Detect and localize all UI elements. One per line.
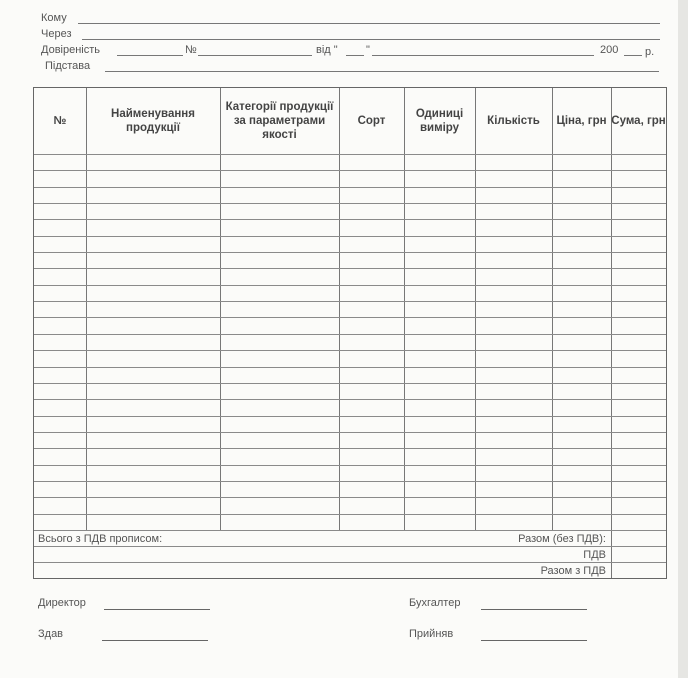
basis-field[interactable] <box>105 71 659 72</box>
accountant-signature-field[interactable] <box>481 609 587 610</box>
to-label: Кому <box>41 12 67 24</box>
year-suffix: р. <box>645 46 655 58</box>
page-edge-shadow <box>678 0 688 678</box>
col-unit-header: Одиниці виміру <box>415 108 464 134</box>
totals-in-words-label: Всього з ПДВ прописом: <box>38 533 163 545</box>
table-row-line <box>34 236 666 237</box>
via-field[interactable] <box>82 39 660 40</box>
table-row-line <box>34 219 666 220</box>
to-field[interactable] <box>78 23 660 24</box>
total-with-vat-label: Разом з ПДВ <box>540 565 606 577</box>
table-row-line <box>34 350 666 351</box>
table-row-line <box>34 546 666 547</box>
table-row-line <box>34 334 666 335</box>
table-row-line <box>34 317 666 318</box>
number-field[interactable] <box>198 55 312 56</box>
handed-over-signature-field[interactable] <box>102 640 208 641</box>
column-divider <box>611 88 612 578</box>
vat-label: ПДВ <box>583 549 606 561</box>
via-label: Через <box>41 28 72 40</box>
date-from-label: від " <box>316 44 338 56</box>
table-row-line <box>34 252 666 253</box>
table-row-line <box>34 481 666 482</box>
col-category-header: Категорії продукції за параметрами якості <box>225 101 334 141</box>
col-number-header: № <box>53 115 67 127</box>
year-prefix: 200 <box>600 44 619 56</box>
received-label: Прийняв <box>409 628 454 640</box>
power-of-attorney-field[interactable] <box>117 55 183 56</box>
table-row-line <box>34 383 666 384</box>
date-day-field[interactable] <box>346 55 364 56</box>
table-row-line <box>34 170 666 171</box>
date-month-field[interactable] <box>372 55 594 56</box>
table-row-line <box>34 465 666 466</box>
accountant-label: Бухгалтер <box>409 597 461 609</box>
table-row-line <box>34 367 666 368</box>
document-header <box>0 0 688 90</box>
table-row-line <box>34 416 666 417</box>
table-row-line <box>34 285 666 286</box>
director-label: Директор <box>38 597 86 609</box>
table-row-line <box>34 432 666 433</box>
year-field[interactable] <box>624 55 642 56</box>
col-quantity-header: Кількість <box>487 115 540 127</box>
table-row-line <box>34 154 666 155</box>
table-row-line <box>34 399 666 400</box>
products-table <box>33 87 667 579</box>
power-of-attorney-label: Довіреність <box>41 44 101 56</box>
table-row-line <box>34 301 666 302</box>
subtotal-label: Разом (без ПДВ): <box>518 533 606 545</box>
table-row-line <box>34 514 666 515</box>
date-quote-close: " <box>366 44 370 56</box>
table-row-line <box>34 268 666 269</box>
col-sum-header: Сума, грн <box>611 115 666 127</box>
handed-over-label: Здав <box>38 628 64 640</box>
table-row-line <box>34 530 666 531</box>
table-row-line <box>34 448 666 449</box>
table-row-line <box>34 187 666 188</box>
table-row-line <box>34 562 666 563</box>
col-grade-header: Сорт <box>357 115 386 127</box>
table-row-line <box>34 497 666 498</box>
director-signature-field[interactable] <box>104 609 210 610</box>
basis-label: Підстава <box>45 60 91 72</box>
received-signature-field[interactable] <box>481 640 587 641</box>
col-name-header: Найменування продукції <box>111 108 195 134</box>
number-label: № <box>185 44 197 56</box>
col-price-header: Ціна, грн <box>556 115 607 127</box>
table-row-line <box>34 203 666 204</box>
